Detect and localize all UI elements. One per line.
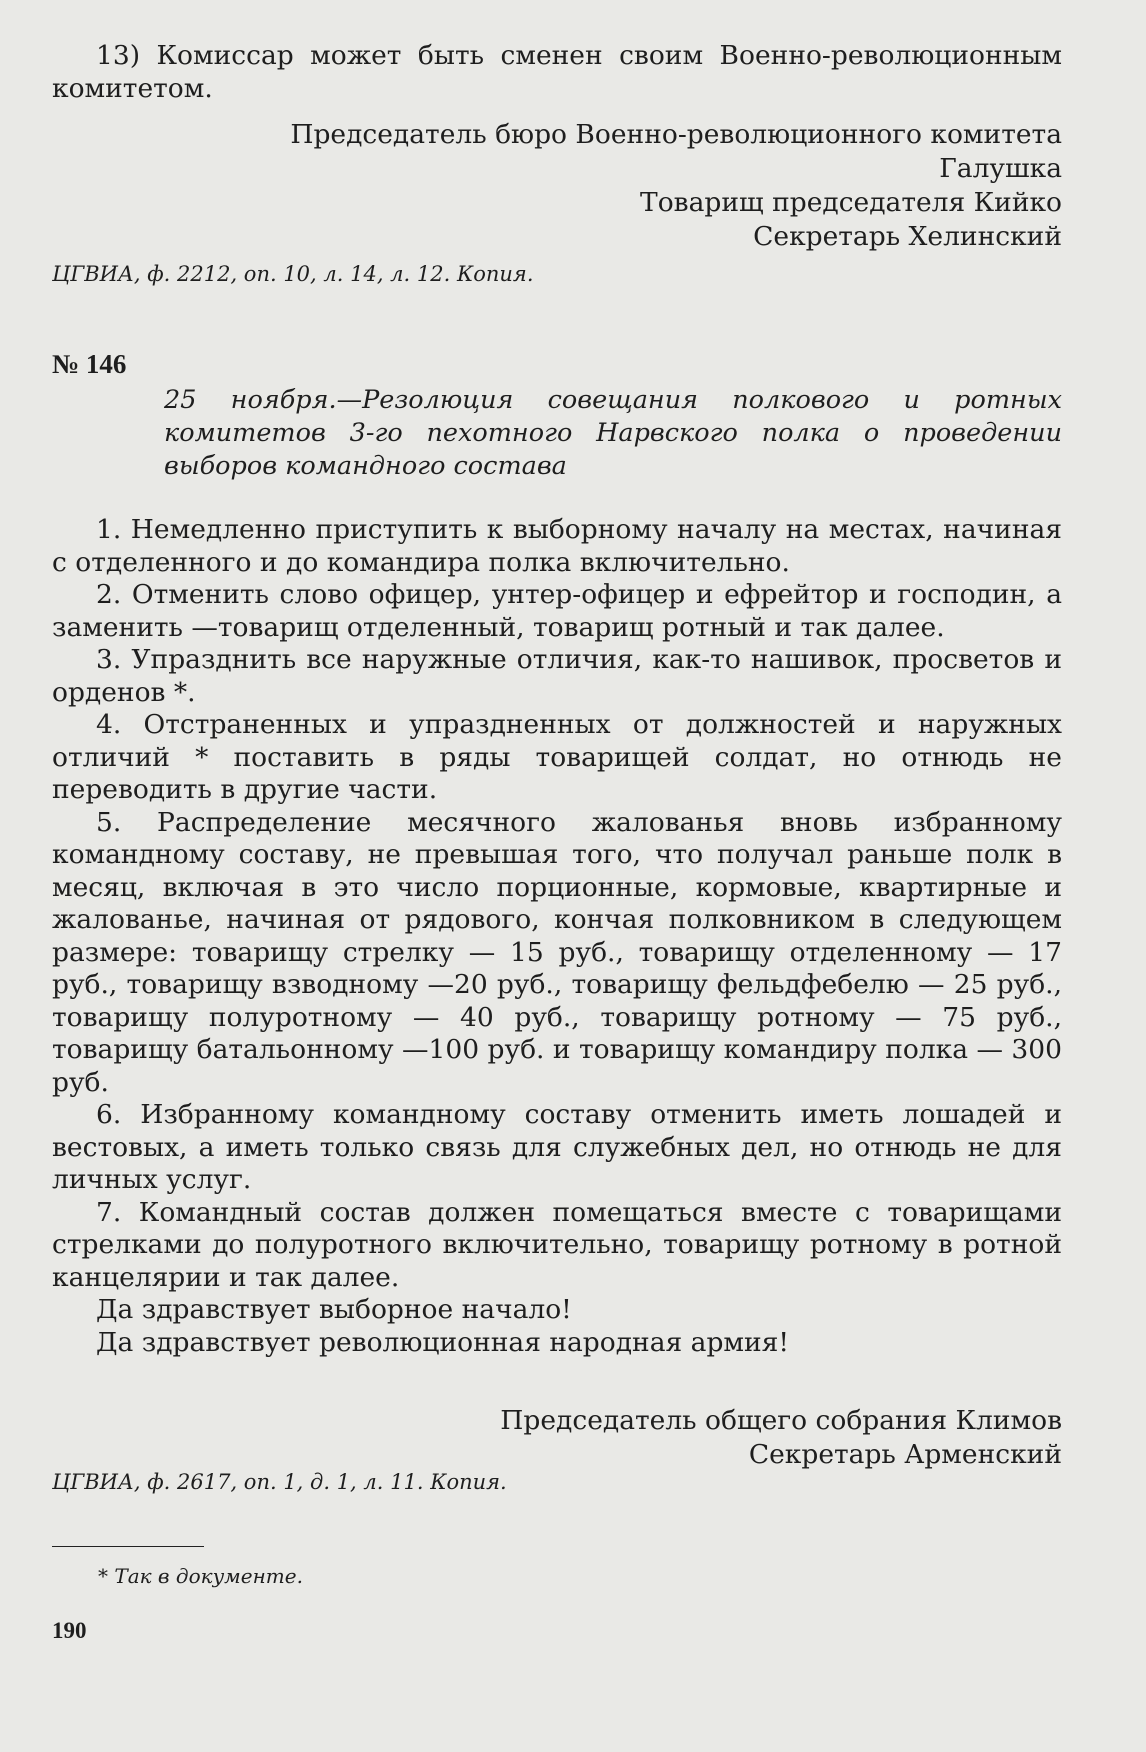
previous-archive-reference bbox=[52, 260, 1062, 288]
item-13-paragraph: 13) Комиссар может быть сменен своим Военно-революционным комитетом. bbox=[52, 40, 1062, 104]
signature-line: Секретарь Хелинский bbox=[753, 221, 1062, 252]
resolution-paragraph: 2. Отменить слово офицер, унтер-офицер и ефрейтор и господин, а заменить —товарищ отделенный, товарищ ротный и так далее. bbox=[52, 579, 1062, 643]
archive-reference: ЦГВИА, ф. 2212, оп. 10, л. 14, л. 12. Копия. bbox=[52, 262, 534, 286]
resolution-paragraph: 5. Распределение месячного жалованья вновь избранному командному составу, не превышая того, что получал раньше полк в месяц, включая в это число порционные, кормовые, квартирные и жалованье, начиная от рядового, кончая полковником в следующем размере: товарищу стрелку — 15 руб., товарищу отделенному — 17 руб., товарищу взводному —20 руб., товарищу фельдфебелю — 25 руб., товарищу полуротному — 40 руб., товарищу ротному — 75 руб., товарищу батальонному —100 руб. и товарищу командиру полка — 300 руб. bbox=[52, 806, 1062, 1098]
signature-line: Галушка bbox=[939, 153, 1062, 184]
document-number-block bbox=[52, 349, 1062, 380]
signature-line: Председатель общего собрания Климов bbox=[500, 1405, 1062, 1436]
archive-reference: ЦГВИА, ф. 2617, оп. 1, д. 1, л. 11. Копия. bbox=[52, 1470, 507, 1494]
document-body bbox=[52, 514, 1062, 1359]
document-number: № 146 bbox=[52, 349, 127, 379]
document-title: 25 ноября.—Резолюция совещания полкового и ротных комитетов 3-го пехотного Нарвского полка о проведении выборов командного состава bbox=[164, 385, 1062, 481]
footnote: * Так в документе. bbox=[98, 1564, 303, 1588]
resolution-paragraph: 4. Отстраненных и упраздненных от должностей и наружных отличий * поставить в ряды товарищей солдат, но отнюдь не переводить в другие части. bbox=[52, 709, 1062, 805]
previous-document-ending bbox=[52, 40, 1062, 105]
document-signatures bbox=[52, 1404, 1062, 1472]
signature-line: Секретарь Арменский bbox=[748, 1439, 1062, 1470]
resolution-paragraph: 1. Немедленно приступить к выборному началу на местах, начиная с отделенного и до командира полка включительно. bbox=[52, 514, 1062, 578]
signature-line: Товарищ председателя Кийко bbox=[640, 187, 1062, 218]
slogan-line: Да здравствует выборное начало! bbox=[96, 1294, 572, 1325]
resolution-paragraph: 3. Упразднить все наружные отличия, как-то нашивок, просветов и орденов *. bbox=[52, 644, 1062, 708]
document-archive-reference bbox=[52, 1468, 1062, 1496]
slogan-line: Да здравствует революционная народная армия! bbox=[96, 1326, 790, 1358]
resolution-paragraph: 6. Избранному командному составу отменить иметь лошадей и вестовых, а иметь только связь для служебных дел, но отнюдь не для личных услуг. bbox=[52, 1099, 1062, 1195]
previous-signatures bbox=[52, 118, 1062, 254]
resolution-paragraph: 7. Командный состав должен помещаться вместе с товарищами стрелками до полуротного включительно, товарищу ротному в ротной канцелярии и так далее. bbox=[52, 1196, 1062, 1293]
footnote-divider bbox=[52, 1546, 204, 1547]
page-number: 190 bbox=[52, 1618, 87, 1643]
signature-line: Председатель бюро Военно-революционного комитета bbox=[290, 119, 1062, 150]
